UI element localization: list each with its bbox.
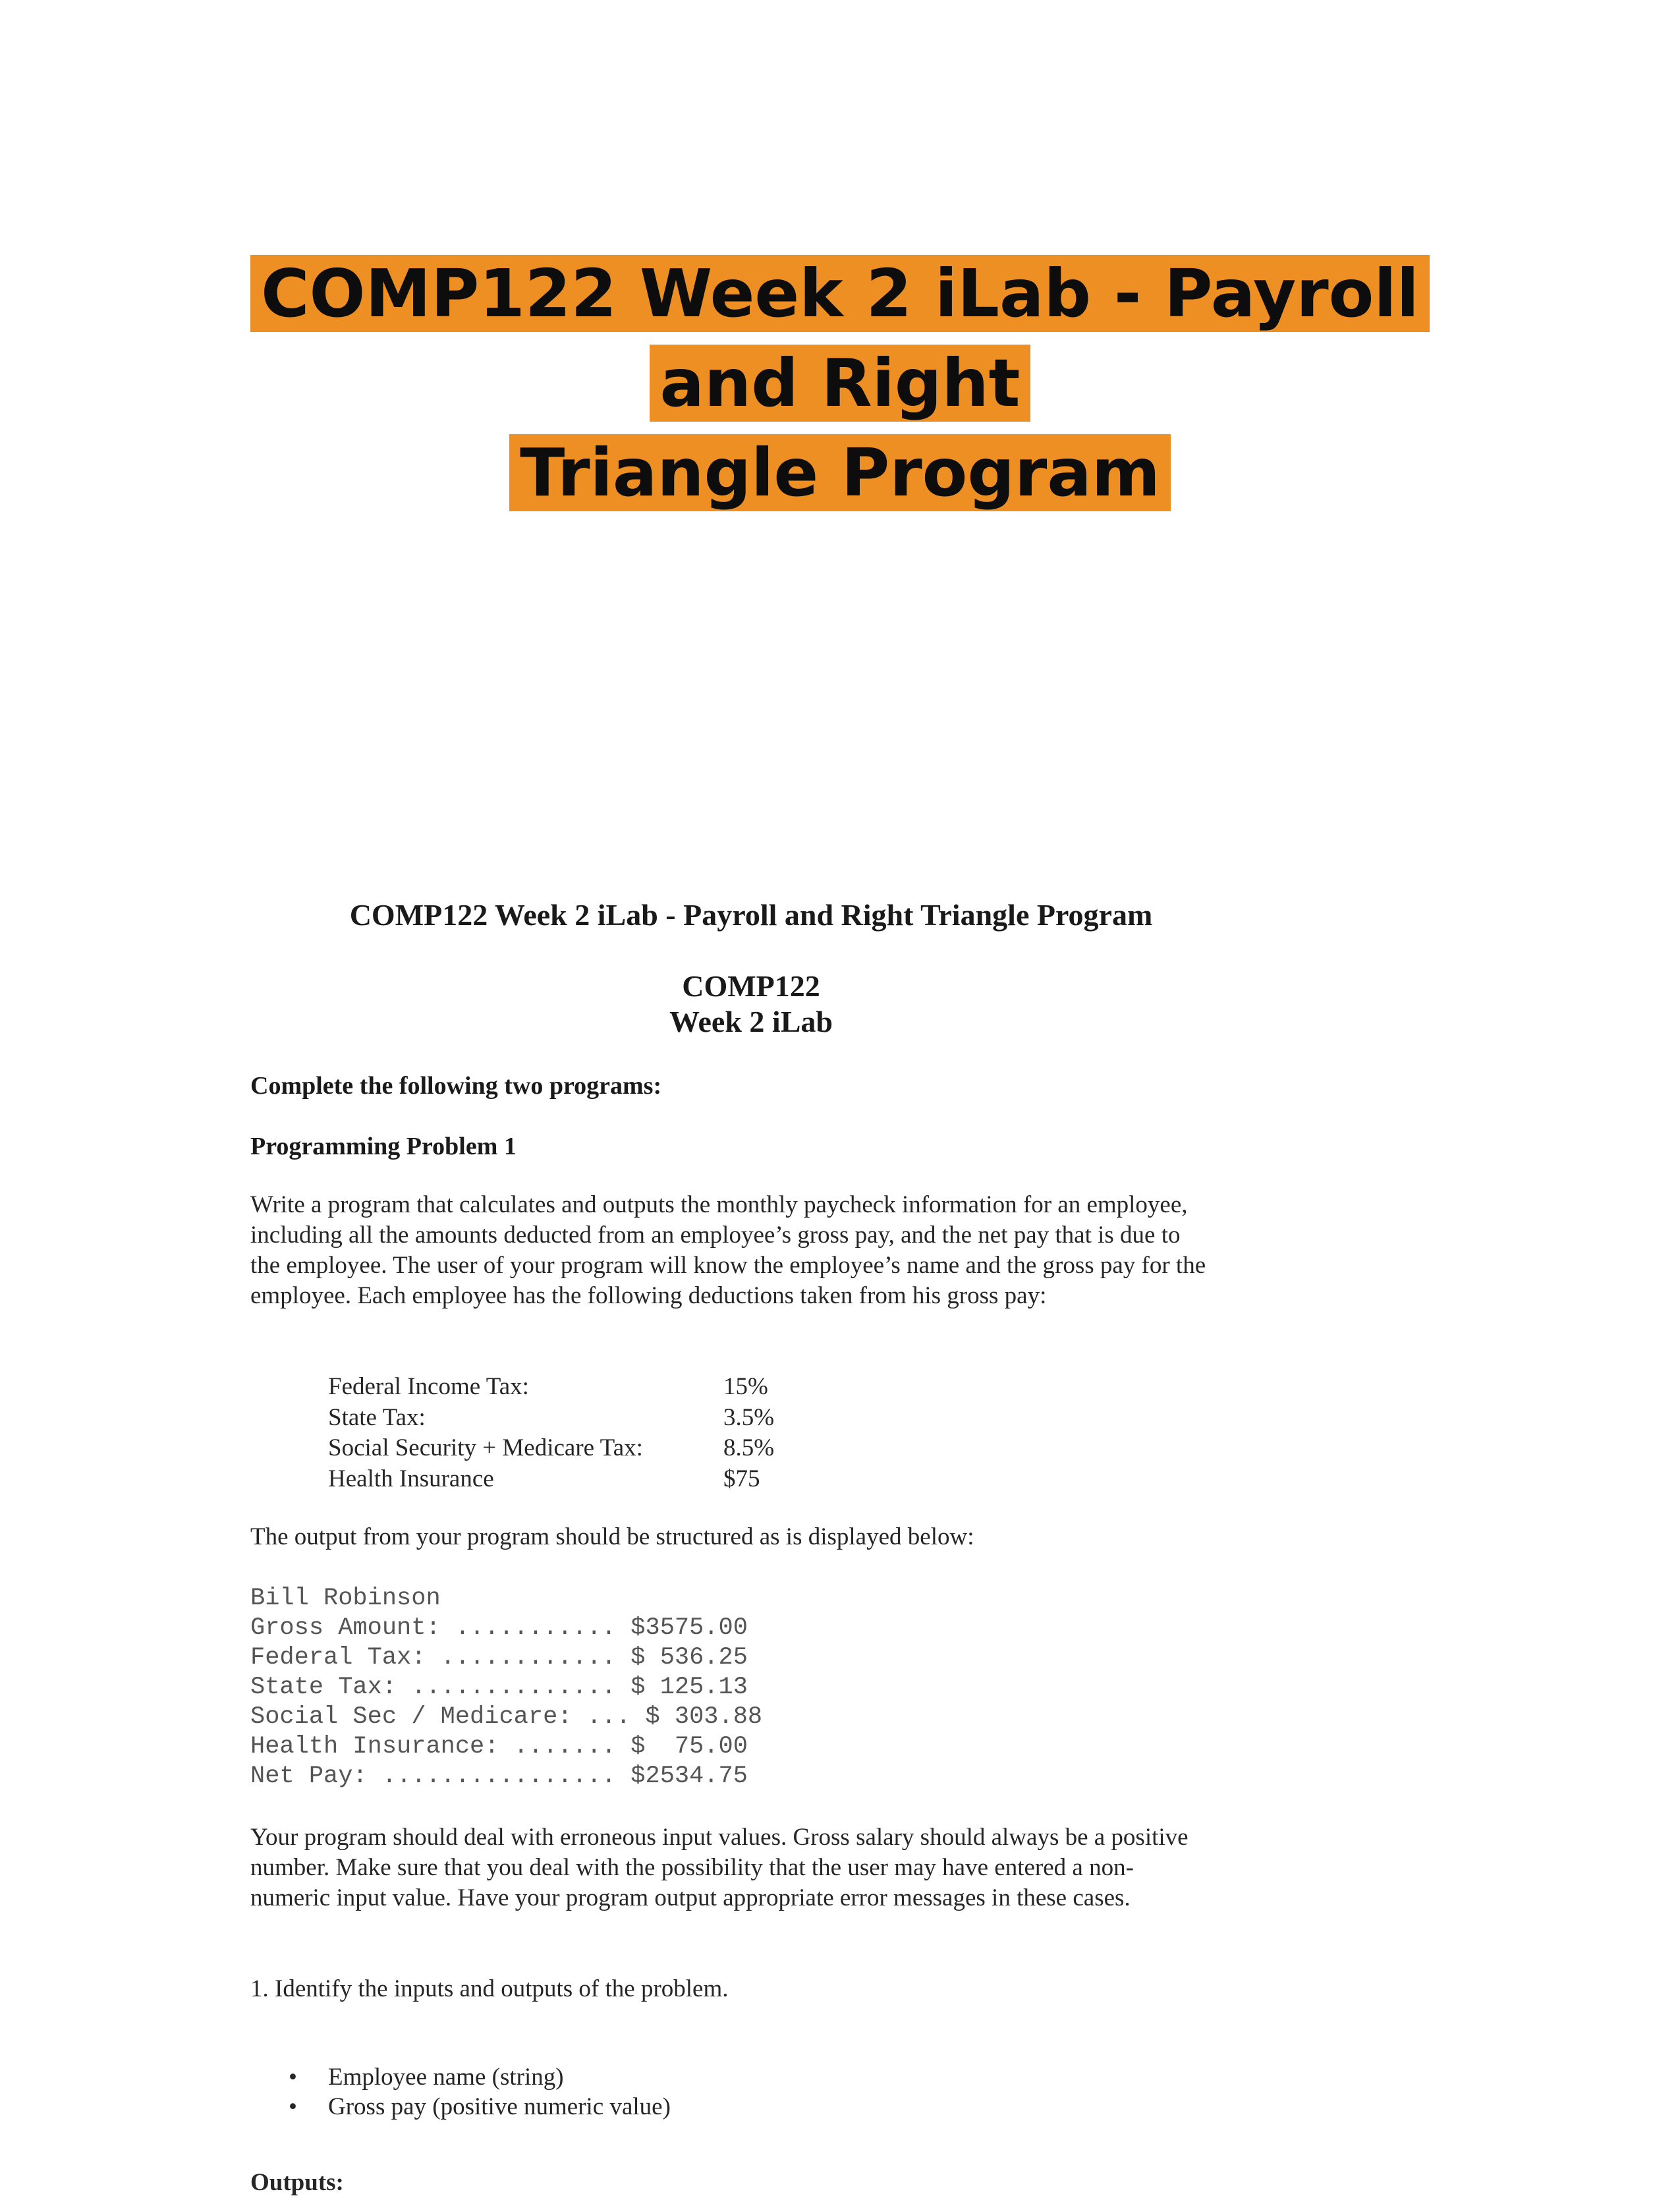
list-item (289, 2092, 671, 2122)
document-week: Week 2 iLab (669, 1005, 833, 1038)
list-item-text: Gross pay (positive numeric value) (328, 2093, 671, 2120)
error-handling-paragraph: Your program should deal with erroneous input values. Gross salary should always be a positive number. Make sure that you deal with the possibility that the user may have entered a non-numeric input value. Have your program output appropriate error messages in these cases. (250, 1824, 1189, 1911)
bullet-icon: • (289, 2093, 297, 2120)
deduction-row (328, 1403, 774, 1434)
sample-output-line: Social Sec / Medicare: ... $ 303.88 (250, 1703, 763, 1731)
outputs-heading: Outputs: (250, 2169, 344, 2196)
bullet-icon: • (289, 2064, 297, 2091)
banner-title-line-2: Triangle Program (509, 434, 1171, 511)
deduction-label: Social Security + Medicare Tax: (328, 1434, 643, 1461)
sample-output-line: Health Insurance: ....... $ 75.00 (250, 1733, 748, 1761)
list-item-text: Employee name (string) (328, 2064, 564, 2091)
step-1-instruction: 1. Identify the inputs and outputs of the problem. (250, 1975, 729, 2002)
heading-programming-problem: Programming Problem 1 (250, 1133, 517, 1160)
heading-complete-programs: Complete the following two programs: (250, 1072, 662, 1100)
document-course: COMP122 (682, 969, 820, 1003)
deduction-value: 15% (723, 1373, 768, 1400)
deduction-value: $75 (723, 1465, 760, 1492)
sample-output-line: State Tax: .............. $ 125.13 (250, 1674, 748, 1701)
deduction-row (328, 1433, 774, 1464)
deduction-label: Federal Income Tax: (328, 1373, 529, 1400)
deduction-row (328, 1372, 774, 1403)
sample-output-line: Gross Amount: ........... $3575.00 (250, 1614, 748, 1642)
deductions-table (328, 1372, 774, 1494)
deduction-value: 8.5% (723, 1434, 775, 1461)
document-title: COMP122 Week 2 iLab - Payroll and Right Triangle Program (349, 898, 1153, 932)
sample-output-line: Bill Robinson (250, 1585, 441, 1612)
banner-title-line-1: COMP122 Week 2 iLab - Payroll and Right (250, 255, 1430, 422)
output-intro: The output from your program should be structured as is displayed below: (250, 1523, 974, 1550)
inputs-list (289, 2062, 671, 2122)
deduction-label: State Tax: (328, 1403, 426, 1431)
list-item (289, 2062, 671, 2092)
deduction-row (328, 1464, 774, 1495)
sample-output-block (250, 1584, 762, 1791)
deduction-value: 3.5% (723, 1403, 775, 1431)
deduction-label: Health Insurance (328, 1465, 494, 1492)
sample-output-line: Federal Tax: ............ $ 536.25 (250, 1644, 748, 1672)
sample-output-line: Net Pay: ................ $2534.75 (250, 1762, 748, 1790)
intro-paragraph: Write a program that calculates and outputs the monthly paycheck information for an employee, including all the amounts deducted from an employee’s gross pay, and the net pay that is due to the employee. The user of your program will know the employee’s name and the gross pay for the employee. Each employee has the following deductions taken from his gross pay: (250, 1191, 1206, 1309)
